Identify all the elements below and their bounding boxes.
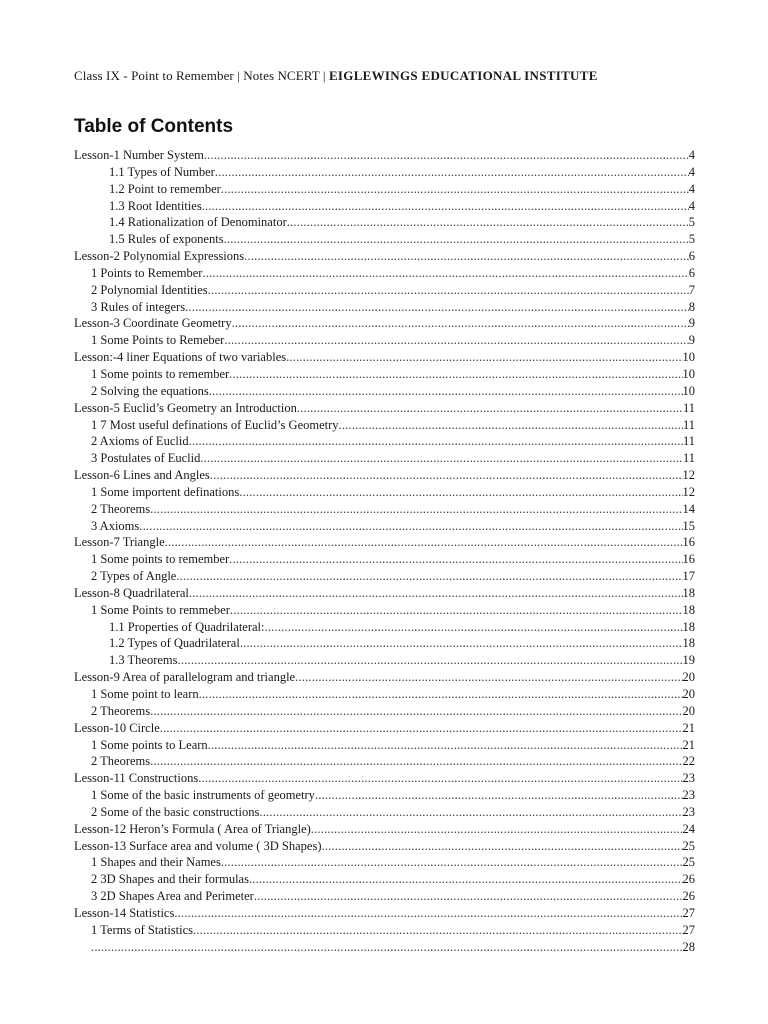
toc-entry-label: 1.3 Root Identities (109, 198, 202, 213)
toc-entry-page-number: 10 (682, 366, 695, 381)
toc-entry-label: 1.4 Rationalization of Denominator (109, 215, 287, 230)
toc-entry-label: 2 Polynomial Identities (91, 282, 208, 297)
toc-entry-page-number: 11 (682, 451, 695, 466)
toc-entry-subsection[interactable] (74, 332, 695, 349)
toc-entry-page-number: 26 (682, 872, 695, 887)
toc-entry-lesson[interactable] (74, 770, 695, 787)
toc-entry-subsection[interactable] (74, 652, 695, 669)
toc-entry-subsection[interactable] (74, 568, 695, 585)
toc-entry-page-number: 20 (682, 703, 695, 718)
toc-entry-page-number: 4 (688, 164, 695, 179)
toc-entry-subsection[interactable] (74, 551, 695, 568)
toc-entry-label: 1.1 Properties of Quadrilateral: (109, 619, 265, 634)
toc-dot-leader (229, 551, 682, 568)
toc-entry-page-number: 20 (682, 687, 695, 701)
toc-entry-label: 2 Types of Angle (91, 569, 177, 584)
toc-entry-lesson[interactable] (74, 315, 695, 332)
toc-entry-subsection[interactable] (74, 888, 695, 905)
toc-entry-page-number: 20 (682, 670, 695, 685)
toc-entry-subsection[interactable] (74, 282, 695, 299)
toc-entry-subsection[interactable] (74, 518, 695, 535)
toc-dot-leader (339, 417, 683, 434)
toc-dot-leader (178, 652, 683, 669)
toc-entry-label: Lesson-14 Statistics (74, 905, 175, 920)
toc-entry-subsection[interactable] (74, 871, 695, 888)
toc-entry-page-number: 4 (688, 181, 695, 196)
toc-entry-page-number: 5 (688, 215, 695, 230)
toc-entry-page-number: 27 (682, 905, 695, 920)
toc-entry-label: 1 Shapes and their Names (91, 855, 221, 870)
toc-dot-leader (208, 282, 689, 299)
toc-entry-label: 1 Some of the basic instruments of geometry (91, 788, 315, 803)
toc-entry-subsection[interactable] (74, 417, 695, 434)
toc-dot-leader (297, 400, 683, 417)
toc-entry-page-number: 10 (682, 350, 695, 365)
toc-entry-subsection[interactable] (74, 804, 695, 821)
toc-entry-subsection[interactable] (74, 854, 695, 871)
toc-entry-label: 1.5 Rules of exponents (109, 232, 224, 247)
toc-entry-subsection[interactable] (74, 635, 695, 652)
toc-entry-page-number: 21 (682, 720, 695, 735)
toc-entry-label: 1 7 Most useful definations of Euclid’s Geometry (91, 417, 339, 432)
toc-entry-page-number: 23 (682, 804, 695, 819)
toc-entry-lesson[interactable] (74, 585, 695, 602)
toc-dot-leader (202, 265, 688, 282)
toc-dot-leader (265, 619, 683, 636)
toc-entry-subsection[interactable] (74, 366, 695, 383)
toc-entry-label: Lesson-7 Triangle (74, 535, 165, 550)
toc-dot-leader (286, 349, 682, 366)
toc-dot-leader (174, 905, 682, 922)
toc-entry-page-number: 18 (682, 585, 695, 600)
toc-dot-leader (322, 838, 683, 855)
toc-entry-subsection[interactable] (74, 703, 695, 720)
toc-entry-page-number: 7 (688, 282, 695, 297)
toc-dot-leader (259, 804, 682, 821)
toc-entry-page-number: 5 (688, 232, 695, 247)
toc-entry-page-number: 6 (688, 265, 695, 280)
toc-entry-page-number: 16 (682, 535, 695, 550)
toc-entry-page-number: 18 (682, 636, 695, 651)
toc-entry-label: 1 Terms of Statistics (91, 922, 194, 937)
toc-dot-leader (229, 366, 682, 383)
toc-dot-leader (150, 703, 682, 720)
toc-entry-page-number: 9 (688, 316, 695, 331)
toc-entry-lesson[interactable] (74, 669, 695, 686)
toc-entry-page-number: 24 (682, 821, 695, 836)
toc-entry-label: Lesson-12 Heron’s Formula ( Area of Triangle) (74, 821, 311, 836)
toc-entry-label: 3 2D Shapes Area and Perimeter (91, 889, 254, 904)
toc-entry-subsection[interactable] (74, 787, 695, 804)
toc-entry-page-number: 21 (682, 737, 695, 752)
toc-entry-label: 2 Solving the equations (91, 383, 209, 398)
toc-list (74, 147, 695, 956)
toc-entry-page-number: 11 (682, 417, 695, 432)
toc-entry-subsection[interactable] (74, 939, 695, 956)
toc-entry-label: Lesson-1 Number System (74, 148, 204, 162)
toc-entry-subsection[interactable] (74, 501, 695, 518)
toc-dot-leader (189, 433, 683, 450)
toc-entry-label: Lesson:-4 liner Equations of two variables (74, 350, 287, 365)
toc-dot-leader (239, 484, 682, 501)
toc-entry-lesson[interactable] (74, 147, 695, 164)
toc-entry-page-number: 18 (682, 602, 695, 617)
toc-dot-leader (208, 737, 683, 754)
toc-entry-subsection[interactable] (74, 198, 695, 215)
toc-entry-lesson[interactable] (74, 821, 695, 838)
toc-entry-page-number: 25 (682, 855, 695, 870)
toc-dot-leader (150, 501, 682, 518)
toc-entry-page-number: 23 (682, 788, 695, 803)
toc-entry-page-number: 9 (688, 333, 695, 348)
toc-dot-leader (160, 720, 683, 737)
toc-entry-label: 2 Some of the basic constructions (91, 804, 260, 819)
toc-entry-page-number: 4 (688, 148, 695, 162)
toc-entry-label: 3 Axioms (91, 518, 140, 533)
toc-entry-page-number: 11 (682, 400, 695, 415)
toc-dot-leader (221, 854, 683, 871)
toc-dot-leader (139, 518, 682, 535)
toc-entry-subsection[interactable] (74, 164, 695, 181)
toc-dot-leader (185, 299, 689, 316)
toc-dot-leader (215, 164, 689, 181)
toc-entry-subsection[interactable] (74, 299, 695, 316)
toc-entry-lesson[interactable] (74, 349, 695, 366)
toc-entry-label: 1 Some points to remember (91, 552, 230, 567)
toc-entry-subsection[interactable] (74, 922, 695, 939)
toc-entry-label: 2 3D Shapes and their formulas (91, 872, 249, 887)
toc-entry-page-number: 8 (688, 299, 695, 314)
toc-entry-label: 1 Some Points to Remeber (91, 333, 225, 348)
toc-entry-page-number: 25 (682, 838, 695, 853)
toc-dot-leader (200, 450, 683, 467)
toc-entry-page-number: 15 (682, 518, 695, 533)
toc-dot-leader (295, 669, 682, 686)
toc-entry-label: 1 Some importent definations (91, 484, 240, 499)
toc-title: Table of Contents (74, 116, 234, 137)
toc-entry-subsection[interactable] (74, 214, 695, 231)
page-header (74, 68, 598, 84)
toc-entry-lesson[interactable] (74, 534, 695, 551)
toc-dot-leader (210, 467, 683, 484)
toc-entry-label: 1 Some points to remember (91, 366, 230, 381)
toc-dot-leader (221, 181, 689, 198)
toc-dot-leader (249, 871, 683, 888)
toc-dot-leader (244, 248, 689, 265)
toc-entry-page-number: 28 (682, 939, 695, 954)
toc-entry-lesson[interactable] (74, 400, 695, 417)
toc-entry-label: 3 Rules of integers (91, 299, 186, 314)
toc-dot-leader (198, 770, 682, 787)
header-prefix: Class IX - Point to Remember | Notes NCERT | (74, 68, 329, 83)
toc-dot-leader (315, 787, 683, 804)
toc-entry-label: 2 Theorems (91, 501, 151, 516)
toc-entry-subsection[interactable] (74, 686, 695, 703)
toc-entry-subsection[interactable] (74, 619, 695, 636)
toc-dot-leader (287, 214, 689, 231)
toc-entry-label: 1.2 Point to remember (109, 181, 221, 196)
toc-entry-page-number: 18 (682, 619, 695, 634)
toc-dot-leader (204, 147, 689, 164)
toc-entry-subsection[interactable] (74, 383, 695, 400)
toc-entry-lesson[interactable] (74, 905, 695, 922)
toc-entry-subsection[interactable] (74, 737, 695, 754)
toc-entry-label: 1.2 Types of Quadrilateral (109, 636, 240, 651)
toc-entry-lesson[interactable] (74, 467, 695, 484)
toc-entry-label: Lesson-5 Euclid’s Geometry an Introduction (74, 400, 297, 415)
toc-entry-page-number: 14 (682, 501, 695, 516)
toc-dot-leader (224, 332, 688, 349)
toc-dot-leader (230, 602, 683, 619)
toc-entry-label: 1 Points to Remember (91, 265, 203, 280)
toc-entry-label: Lesson-3 Coordinate Geometry (74, 316, 232, 331)
toc-entry-page-number: 23 (682, 771, 695, 786)
toc-entry-label: Lesson-10 Circle (74, 720, 160, 735)
toc-dot-leader (150, 753, 682, 770)
toc-entry-label: 1 Some point to learn (91, 687, 199, 701)
toc-dot-leader (209, 383, 683, 400)
toc-entry-subsection[interactable] (74, 753, 695, 770)
toc-entry-subsection[interactable] (74, 602, 695, 619)
toc-dot-leader (91, 939, 683, 956)
toc-entry-label: 1 Some Points to remmeber (91, 602, 230, 617)
toc-entry-page-number: 12 (682, 468, 695, 483)
toc-entry-subsection[interactable] (74, 484, 695, 501)
toc-entry-page-number: 6 (688, 249, 695, 264)
toc-dot-leader (189, 585, 683, 602)
toc-entry-subsection[interactable] (74, 181, 695, 198)
toc-entry-subsection[interactable] (74, 231, 695, 248)
toc-entry-subsection[interactable] (74, 433, 695, 450)
toc-entry-lesson[interactable] (74, 720, 695, 737)
toc-entry-subsection[interactable] (74, 265, 695, 282)
toc-entry-page-number: 16 (682, 552, 695, 567)
toc-entry-page-number: 26 (682, 889, 695, 904)
toc-entry-label: 3 Postulates of Euclid (91, 451, 201, 466)
toc-entry-page-number: 4 (688, 198, 695, 213)
toc-dot-leader (193, 922, 682, 939)
toc-entry-label: 2 Axioms of Euclid (91, 434, 189, 449)
toc-entry-label: Lesson-9 Area of parallelogram and triangle (74, 670, 296, 685)
toc-dot-leader (311, 821, 683, 838)
toc-entry-page-number: 17 (682, 569, 695, 584)
toc-dot-leader (240, 635, 683, 652)
toc-entry-label: 1 Some points to Learn (91, 737, 208, 752)
toc-dot-leader (176, 568, 682, 585)
toc-entry-page-number: 19 (682, 653, 695, 668)
toc-entry-label: 1.3 Theorems (109, 653, 178, 668)
toc-entry-lesson[interactable] (74, 838, 695, 855)
header-institute-name: EIGLEWINGS EDUCATIONAL INSTITUTE (328, 68, 598, 83)
toc-entry-page-number: 27 (682, 922, 695, 937)
toc-dot-leader (199, 686, 683, 703)
toc-entry-page-number: 12 (682, 484, 695, 499)
toc-entry-label: Lesson-8 Quadrilateral (74, 585, 189, 600)
toc-entry-label: Lesson-11 Constructions (74, 771, 199, 786)
toc-entry-label: Lesson-6 Lines and Angles (74, 468, 210, 483)
toc-dot-leader (165, 534, 683, 551)
toc-entry-page-number: 11 (682, 434, 695, 449)
toc-entry-lesson[interactable] (74, 248, 695, 265)
toc-entry-label: Lesson-2 Polynomial Expressions (74, 249, 245, 264)
toc-entry-label: 2 Theorems (91, 703, 151, 718)
toc-entry-page-number: 10 (682, 383, 695, 398)
toc-dot-leader (232, 315, 689, 332)
toc-entry-label: Lesson-13 Surface area and volume ( 3D Shapes) (74, 838, 322, 853)
toc-entry-label: 2 Theorems (91, 754, 151, 769)
toc-entry-page-number: 22 (682, 754, 695, 769)
toc-dot-leader (202, 198, 689, 215)
toc-entry-label: 1.1 Types of Number (109, 164, 215, 179)
toc-dot-leader (254, 888, 683, 905)
toc-dot-leader (224, 231, 689, 248)
toc-entry-subsection[interactable] (74, 450, 695, 467)
